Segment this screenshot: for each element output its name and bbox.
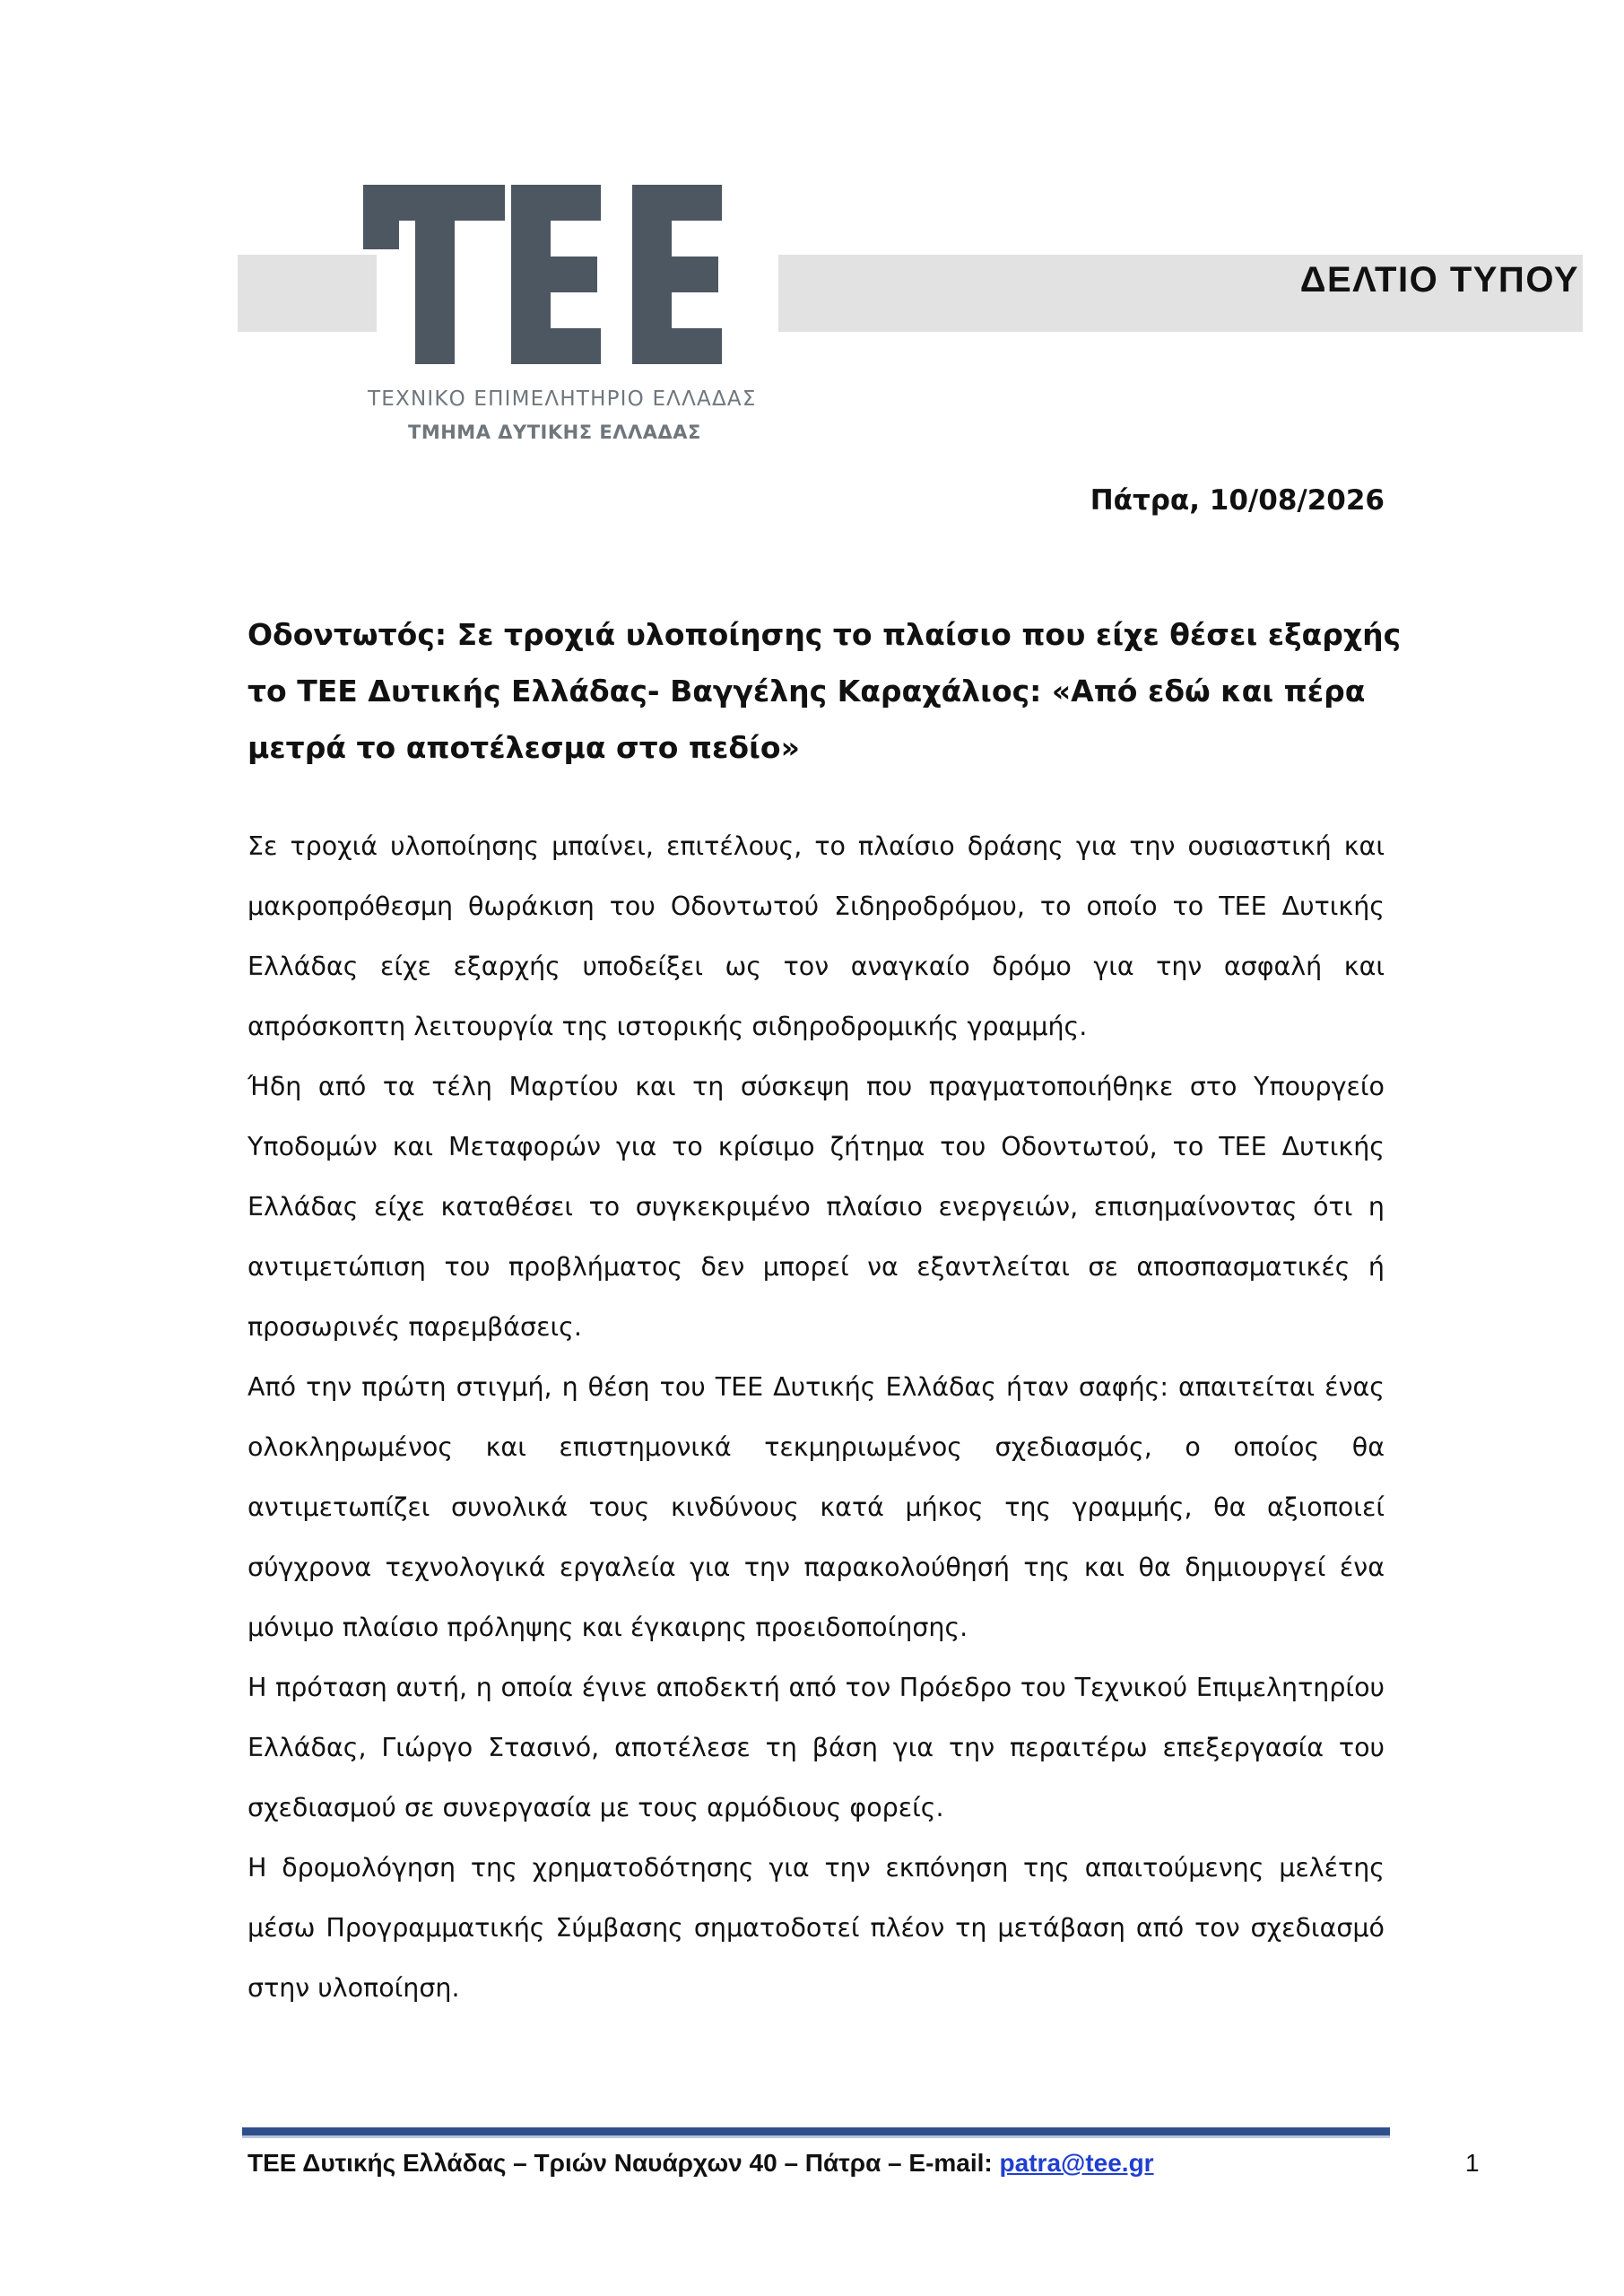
footer-email-link[interactable]: patra@tee.gr: [999, 2149, 1154, 2177]
page-number: 1: [1465, 2149, 1480, 2177]
document-title: Οδοντωτός: Σε τροχιά υλοποίησης το πλαίσιο που είχε θέσει εξαρχής το ΤΕΕ Δυτικής Ελλάδας- Βαγγέλης Καραχάλιος: «Από εδώ και πέρα μετρά το αποτέλεσμα στο πεδίο»: [248, 617, 1402, 765]
press-release-label: ΔΕΛΤΙΟ ΤΥΠΟΥ: [1299, 260, 1579, 300]
document-date: Πάτρα, 10/08/2026: [1090, 484, 1385, 517]
tee-logo: [363, 185, 749, 364]
footer-divider: [242, 2127, 1390, 2138]
paragraph: Η δρομολόγηση της χρηματοδότησης για την εκπόνηση της απαιτούμενης μελέτης μέσω Προγραμματικής Σύμβασης σηματοδοτεί πλέον τη μετάβαση από τον σχεδιασμό στην υλοποίηση.: [248, 1853, 1385, 2003]
org-name: ΤΕΧΝΙΚΟ ΕΠΙΜΕΛΗΤΗΡΙΟ ΕΛΛΑΔΑΣ: [368, 387, 757, 411]
department-name: ΤΜΗΜΑ ΔΥΤΙΚΗΣ ΕΛΛΑΔΑΣ: [408, 422, 701, 443]
header-bar-left: [238, 255, 377, 332]
footer-contact: [248, 2149, 1154, 2178]
paragraph: Η πρόταση αυτή, η οποία έγινε αποδεκτή από τον Πρόεδρο του Τεχνικού Επιμελητηρίου Ελλάδας, Γιώργο Στασινό, αποτέλεσε τη βάση για την περαιτέρω επεξεργασία του σχεδιασμού σε συνεργασία με τους αρμόδιους φορείς.: [248, 1673, 1385, 1822]
paragraph: Σε τροχιά υλοποίησης μπαίνει, επιτέλους, το πλαίσιο δράσης για την ουσιαστική και μακροπρόθεσμη θωράκιση του Οδοντωτού Σιδηροδρόμου, το οποίο το ΤΕΕ Δυτικής Ελλάδας είχε εξαρχής υποδείξει ως τον αναγκαίο δρόμο για την ασφαλή και απρόσκοπτη λειτουργία της ιστορικής σιδηροδρομικής γραμμής.: [248, 831, 1385, 1041]
document-body: [248, 816, 1385, 2018]
paragraph: Ήδη από τα τέλη Μαρτίου και τη σύσκεψη που πραγματοποιήθηκε στο Υπουργείο Υποδομών και Μεταφορών για το κρίσιμο ζήτημα του Οδοντωτού, το ΤΕΕ Δυτικής Ελλάδας είχε καταθέσει το συγκεκριμένο πλαίσιο ενεργειών, επισημαίνοντας ότι η αντιμετώπιση του προβλήματος δεν μπορεί να εξαντλείται σε αποσπασματικές ή προσωρινές παρεμβάσεις.: [248, 1072, 1385, 1342]
footer-address: ΤΕΕ Δυτικής Ελλάδας – Τριών Ναυάρχων 40 – Πάτρα – E-mail:: [248, 2149, 1000, 2177]
paragraph: Από την πρώτη στιγμή, η θέση του ΤΕΕ Δυτικής Ελλάδας ήταν σαφής: απαιτείται ένας ολοκληρωμένος και επιστημονικά τεκμηριωμένος σχεδιασμός, ο οποίος θα αντιμετωπίζει συνολικά τους κινδύνους κατά μήκος της γραμμής, θα αξιοποιεί σύγχρονα τεχνολογικά εργαλεία για την παρακολούθησή της και θα δημιουργεί ένα μόνιμο πλαίσιο πρόληψης και έγκαιρης προειδοποίησης.: [248, 1372, 1385, 1642]
